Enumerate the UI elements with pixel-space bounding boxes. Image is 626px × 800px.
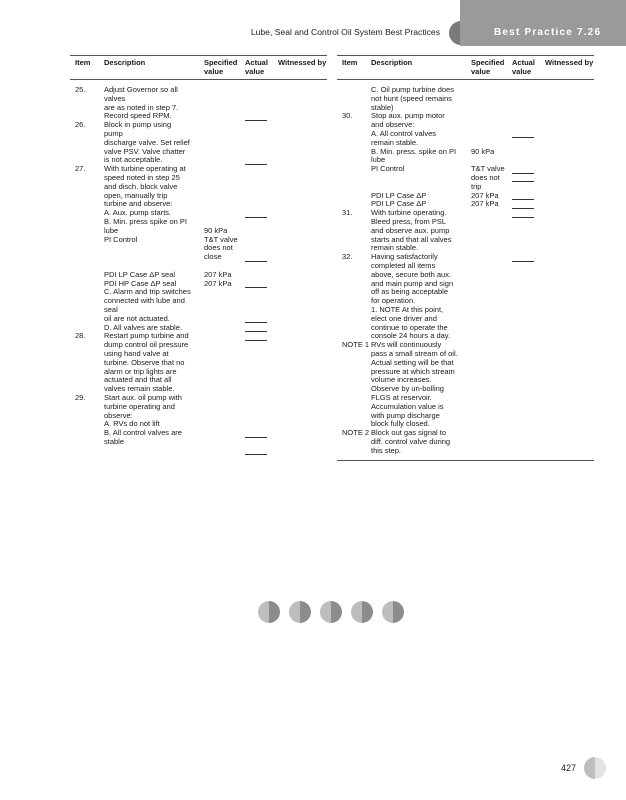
specified-value: T&T valve <box>471 164 505 174</box>
description-line: C. Alarm and trip switches <box>104 287 191 297</box>
actual-value-blank[interactable] <box>245 217 267 218</box>
description-line: remain stable. <box>371 137 419 147</box>
specified-value: does not <box>204 243 233 253</box>
table-row <box>337 429 594 455</box>
specified-value: 207 kPa <box>471 199 499 209</box>
description-line: off as being acceptable <box>371 287 449 297</box>
description-line: Stop aux. pump motor <box>371 111 445 121</box>
description-line: A. Aux. pump starts. <box>104 208 172 218</box>
item-number: 32. <box>342 252 353 262</box>
description-line: volume increases. <box>371 375 432 385</box>
description-line: console 24 hours a day. <box>371 331 451 341</box>
item-number: 30. <box>342 111 353 121</box>
description-line: open, manually trip <box>104 190 168 200</box>
actual-value-blank[interactable] <box>245 437 267 438</box>
description-line: PDI LP Case ΔP <box>371 199 427 209</box>
actual-value-blank[interactable] <box>512 173 534 174</box>
description-line: PDI LP Case ΔP seal <box>104 269 176 279</box>
actual-value-blank[interactable] <box>245 322 267 323</box>
page-half-circle-icon <box>584 757 606 779</box>
half-circle-icon <box>258 601 280 623</box>
specified-value: does not <box>471 172 500 182</box>
description-line: B. Min. press. spike on PI <box>371 146 457 156</box>
item-number: 27. <box>75 164 86 174</box>
actual-value-blank[interactable] <box>512 137 534 138</box>
table-row <box>337 112 594 209</box>
description-line: are as noted in step 7. <box>104 102 179 112</box>
description-line: and disch. block valve <box>104 181 178 191</box>
description-line: starts and that all valves <box>371 234 452 244</box>
description-line: for operation. <box>371 296 416 306</box>
col-description-header: Description <box>371 58 413 67</box>
right-table <box>337 55 594 455</box>
col-witnessed-header: Witnessed by <box>545 58 594 67</box>
description-line: is not acceptable. <box>104 155 163 165</box>
description-line: Restart pump turbine and <box>104 331 189 341</box>
item-number: 25. <box>75 85 86 94</box>
description-line: block fully closed. <box>371 419 430 429</box>
description-line: With turbine operating. <box>371 208 447 218</box>
description-line: A. RVs do not lift <box>104 419 160 429</box>
description-line: PI Control <box>371 164 405 174</box>
specified-value: close <box>204 252 222 262</box>
item-number: 28. <box>75 331 86 341</box>
description-line: observe: <box>104 410 133 420</box>
description-line: elect one driver and <box>371 313 437 323</box>
description-line: Start aux. oil pump with <box>104 393 182 402</box>
description-line: using hand valve at <box>104 348 169 358</box>
col-description-header: Description <box>104 58 146 67</box>
description-line: pressure at which stream <box>371 366 455 376</box>
description-line: B. All control valves are <box>104 428 182 438</box>
half-circle-icon <box>351 601 373 623</box>
description-line: C. Oil pump turbine does <box>371 85 454 94</box>
actual-value-blank[interactable] <box>245 454 267 455</box>
table-row <box>70 165 327 332</box>
description-line: not hunt (speed remains <box>371 93 452 103</box>
specified-value: 207 kPa <box>471 190 499 200</box>
table-row <box>70 332 327 394</box>
table-bottom-rule <box>337 460 594 461</box>
specified-value: 90 kPa <box>471 146 495 156</box>
description-line: turbine operating and <box>104 401 175 411</box>
col-item-header: Item <box>342 58 358 67</box>
section-band <box>460 0 626 46</box>
table-row <box>337 341 594 429</box>
description-line: valve PSV. Valve chatter <box>104 146 186 156</box>
description-line: remain stable. <box>371 243 419 253</box>
description-line: and main pump and sign <box>371 278 454 288</box>
description-line: Block in pump using <box>104 120 172 130</box>
description-line: speed noted in step 25 <box>104 172 180 182</box>
description-line: PI Control <box>104 234 138 244</box>
description-line: and observe: <box>371 120 415 130</box>
page-number: 427 <box>561 763 577 773</box>
description-line: discharge valve. Set relief <box>104 137 190 147</box>
actual-value-blank[interactable] <box>512 261 534 262</box>
actual-value-blank[interactable] <box>245 287 267 288</box>
description-line: with pump discharge <box>371 410 440 420</box>
description-line: B. Min. press spike on PI <box>104 216 187 226</box>
description-line: D. All valves are stable. <box>104 322 182 332</box>
description-line: PDI LP Case ΔP <box>371 190 427 200</box>
description-line: Accumulation value is <box>371 401 444 411</box>
description-line: Bleed press, from PSL <box>371 216 447 226</box>
description-line: pump <box>104 128 123 138</box>
description-line: seal <box>104 304 118 314</box>
actual-value-blank[interactable] <box>245 261 267 262</box>
description-line: diff. control valve during <box>371 436 451 446</box>
description-line: above, secure both aux. <box>371 269 452 279</box>
description-line: valves remain stable. <box>104 384 175 394</box>
description-line: Observe by un-bolling <box>371 384 444 394</box>
description-line: dump control oil pressure <box>104 340 189 350</box>
table-row <box>337 209 594 253</box>
actual-value-blank[interactable] <box>512 181 534 182</box>
left-table <box>70 55 327 446</box>
running-title: Lube, Seal and Control Oil System Best Practices <box>250 27 440 37</box>
table-header <box>337 55 594 80</box>
item-number: 31. <box>342 208 353 218</box>
description-line: continue to operate the <box>371 322 448 332</box>
description-line: RVs will continuously <box>371 340 442 350</box>
table-header <box>70 55 327 80</box>
description-line: connected with lube and <box>104 296 185 306</box>
specified-value: 90 kPa <box>204 225 228 235</box>
description-line: A. All control valves <box>371 128 437 138</box>
description-line: turbine. Observe that no <box>104 357 185 367</box>
item-number: 26. <box>75 120 86 130</box>
description-line: Block out gas signal to <box>371 428 447 438</box>
col-specified-header: Specified value <box>204 58 238 76</box>
actual-value-blank[interactable] <box>512 199 534 200</box>
table-row <box>70 394 327 447</box>
item-number: NOTE 2 <box>342 428 370 438</box>
description-line: actuated and that all <box>104 375 172 385</box>
description-line: 1. NOTE At this point, <box>371 304 444 314</box>
specified-value: 207 kPa <box>204 269 232 279</box>
description-line: stable) <box>371 102 394 112</box>
description-line: With turbine operating at <box>104 164 186 174</box>
description-line: stable <box>104 437 125 446</box>
description-line: lube <box>371 155 386 165</box>
description-line: Having satisfactorily <box>371 252 438 262</box>
description-line: alarm or trip lights are <box>104 366 177 376</box>
description-line: PDI HP Case ΔP seal <box>104 278 177 288</box>
specified-value: trip <box>471 181 482 191</box>
description-line: FLGS at reservoir. <box>371 392 432 402</box>
description-line: this step. <box>371 445 402 455</box>
description-line: pass a small stream of oil. <box>371 348 458 358</box>
col-actual-header: Actual value <box>245 58 268 76</box>
table-row <box>337 86 594 112</box>
table-row <box>70 121 327 165</box>
description-line: turbine and observe: <box>104 199 173 209</box>
col-specified-header: Specified value <box>471 58 505 76</box>
half-circle-icon <box>289 601 311 623</box>
half-circle-icon <box>320 601 342 623</box>
table-row <box>337 253 594 341</box>
specified-value: 207 kPa <box>204 278 232 288</box>
description-line: lube <box>104 225 119 235</box>
actual-value-blank[interactable] <box>245 340 267 341</box>
actual-value-blank[interactable] <box>512 217 534 218</box>
description-line: and observe aux. pump <box>371 225 450 235</box>
description-line: Adjust Governor so all <box>104 85 178 94</box>
col-witnessed-header: Witnessed by <box>278 58 327 67</box>
table-row <box>70 86 327 121</box>
specified-value: T&T valve <box>204 234 238 244</box>
description-line: Record speed RPM. <box>104 111 172 121</box>
description-line: valves <box>104 93 126 103</box>
col-item-header: Item <box>75 58 91 67</box>
section-label: Best Practice 7.26 <box>494 27 602 38</box>
description-line: Actual setting will be that <box>371 357 454 367</box>
description-line: completed all items <box>371 260 436 270</box>
description-line: oil are not actuated. <box>104 313 170 323</box>
col-actual-header: Actual value <box>512 58 535 76</box>
half-circle-icon <box>382 601 404 623</box>
item-number: 29. <box>75 393 86 402</box>
item-number: NOTE 1 <box>342 340 370 350</box>
